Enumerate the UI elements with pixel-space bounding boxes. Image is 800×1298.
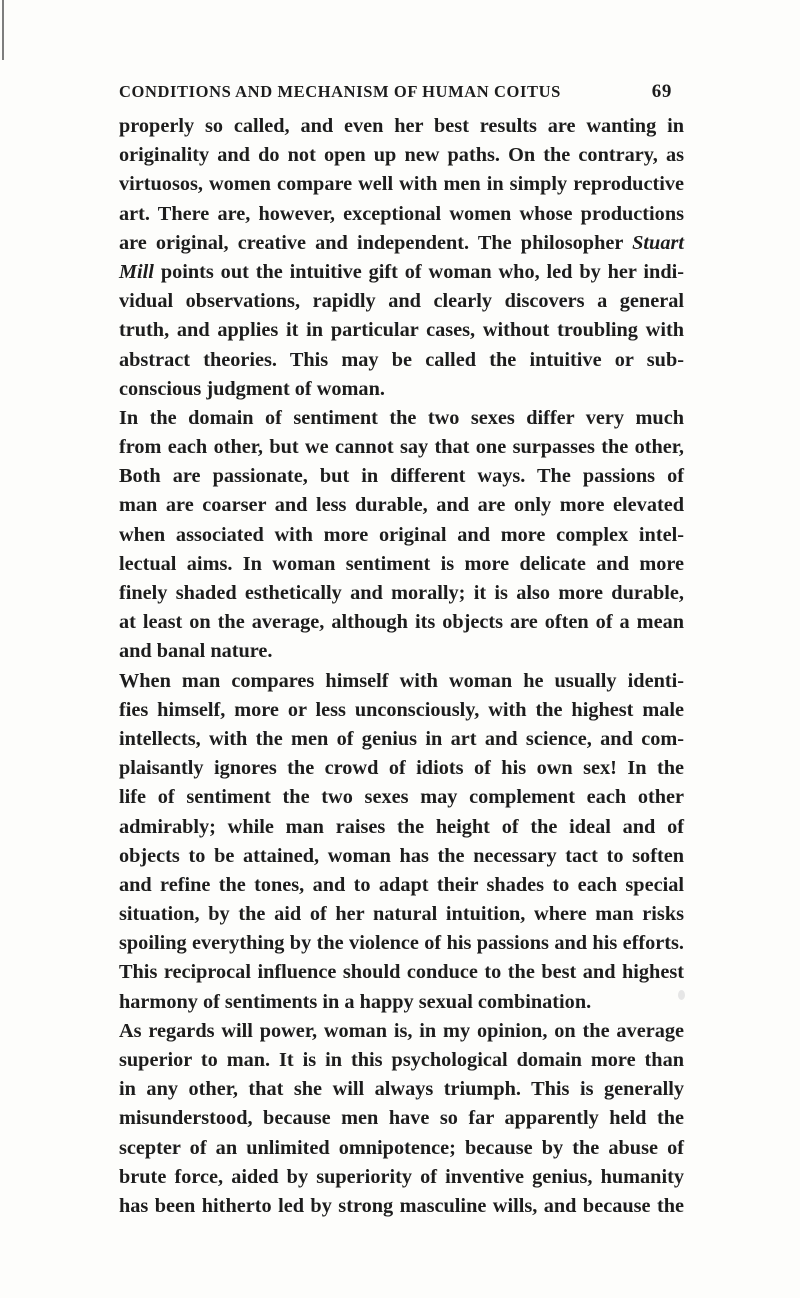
text-line [119, 521, 684, 550]
line-text: art. There are, however, exceptional women whose productions [119, 202, 684, 225]
line-text: harmony of sentiments in a happy sexual combination. [119, 990, 592, 1013]
text-line [119, 550, 684, 579]
text-line [119, 929, 684, 958]
line-text: When man compares himself with woman he usually identi- [119, 669, 684, 692]
text-line [119, 637, 684, 666]
text-line [119, 229, 684, 258]
line-text: finely shaded esthetically and morally; it is also more durable, [119, 582, 684, 604]
text-line [119, 842, 684, 871]
line-text: has been hitherto led by strong masculine wills, and because the [119, 1194, 684, 1217]
line-text: fies himself, more or less unconsciously, with the highest male [119, 698, 684, 721]
line-text: abstract theories. This may be called the intuitive or sub- [119, 348, 684, 371]
running-head [119, 80, 672, 104]
line-text: when associated with more original and more complex intel- [119, 523, 684, 546]
body-text [119, 112, 684, 1221]
line-text: intellects, with the men of genius in art and science, and com- [119, 727, 684, 750]
text-line [119, 871, 684, 900]
text-line [119, 988, 684, 1017]
text-line [119, 258, 684, 287]
text-line [119, 725, 684, 754]
text-line [119, 112, 684, 141]
line-text: Both are passionate, but in different ways. The passions of [119, 465, 684, 488]
line-text: vidual observations, rapidly and clearly discovers a general [119, 290, 684, 313]
text-line [119, 900, 684, 929]
text-line [119, 141, 684, 170]
running-title: CONDITIONS AND MECHANISM OF HUMAN COITUS [119, 82, 561, 101]
line-text: admirably; while man raises the height of the ideal and of [119, 815, 684, 838]
line-text: properly so called, and even her best results are wanting in [119, 115, 684, 137]
line-text: brute force, aided by superiority of inventive genius, humanity [119, 1165, 684, 1188]
text-line [119, 200, 684, 229]
line-text: As regards will power, woman is, in my opinion, on the average [119, 1019, 684, 1042]
scan-edge-mark [2, 0, 4, 60]
text-line [119, 667, 684, 696]
text-line [119, 1017, 684, 1046]
text-line [119, 462, 684, 491]
line-text: in any other, that she will always triumph. This is generally [119, 1078, 684, 1101]
line-text: and banal nature. [119, 640, 273, 663]
text-line [119, 608, 684, 637]
line-text: and refine the tones, and to adapt their shades to each special [119, 873, 684, 896]
text-line [119, 375, 684, 404]
text-line [119, 1163, 684, 1192]
text-line [119, 1134, 684, 1163]
text-line [119, 287, 684, 316]
line-text: objects to be attained, woman has the necessary tact to soften [119, 844, 684, 867]
text-line [119, 783, 684, 812]
line-text: scepter of an unlimited omnipotence; because by the abuse of [119, 1136, 684, 1159]
line-text: In the domain of sentiment the two sexes differ very much [119, 406, 684, 429]
line-text: spoiling everything by the violence of his passions and his efforts. [119, 932, 684, 955]
line-text: virtuosos, women compare well with men in simply reproductive [119, 173, 684, 196]
line-text: truth, and applies it in particular cases, without troubling with [119, 319, 684, 342]
italic-name: Mill [119, 260, 154, 283]
line-text: This reciprocal influence should conduce to the best and highest [119, 961, 684, 984]
text-line [119, 1192, 684, 1221]
text-line [119, 813, 684, 842]
line-text: originality and do not open up new paths. On the contrary, as [119, 144, 684, 167]
text-line [119, 433, 684, 462]
text-line [119, 170, 684, 199]
line-text: are original, creative and independent. The philosopher [119, 231, 633, 254]
text-line [119, 316, 684, 345]
line-text: at least on the average, although its objects are often of a mean [119, 611, 684, 634]
line-text: man are coarser and less durable, and are only more elevated [119, 494, 684, 517]
line-text: from each other, but we cannot say that one surpasses the other, [119, 436, 684, 459]
line-text: plaisantly ignores the crowd of idiots of his own sex! In the [119, 757, 684, 780]
line-text: misunderstood, because men have so far apparently held the [119, 1107, 684, 1130]
text-line [119, 1104, 684, 1133]
italic-name: Stuart [632, 231, 684, 254]
paper-speck [678, 990, 685, 1000]
line-text: situation, by the aid of her natural intuition, where man risks [119, 903, 684, 926]
line-text: life of sentiment the two sexes may complement each other [119, 786, 684, 809]
text-line [119, 346, 684, 375]
text-line [119, 958, 684, 987]
line-text: points out the intuitive gift of woman who, led by her indi- [153, 260, 684, 283]
text-line [119, 579, 684, 608]
text-line [119, 491, 684, 520]
line-text: superior to man. It is in this psychological domain more than [119, 1049, 684, 1071]
line-text: conscious judgment of woman. [119, 377, 385, 400]
text-line [119, 754, 684, 783]
page-number: 69 [651, 81, 672, 102]
text-line [119, 404, 684, 433]
text-line [119, 1075, 684, 1104]
line-text: lectual aims. In woman sentiment is more delicate and more [119, 552, 684, 575]
text-line [119, 696, 684, 725]
text-line [119, 1046, 684, 1075]
